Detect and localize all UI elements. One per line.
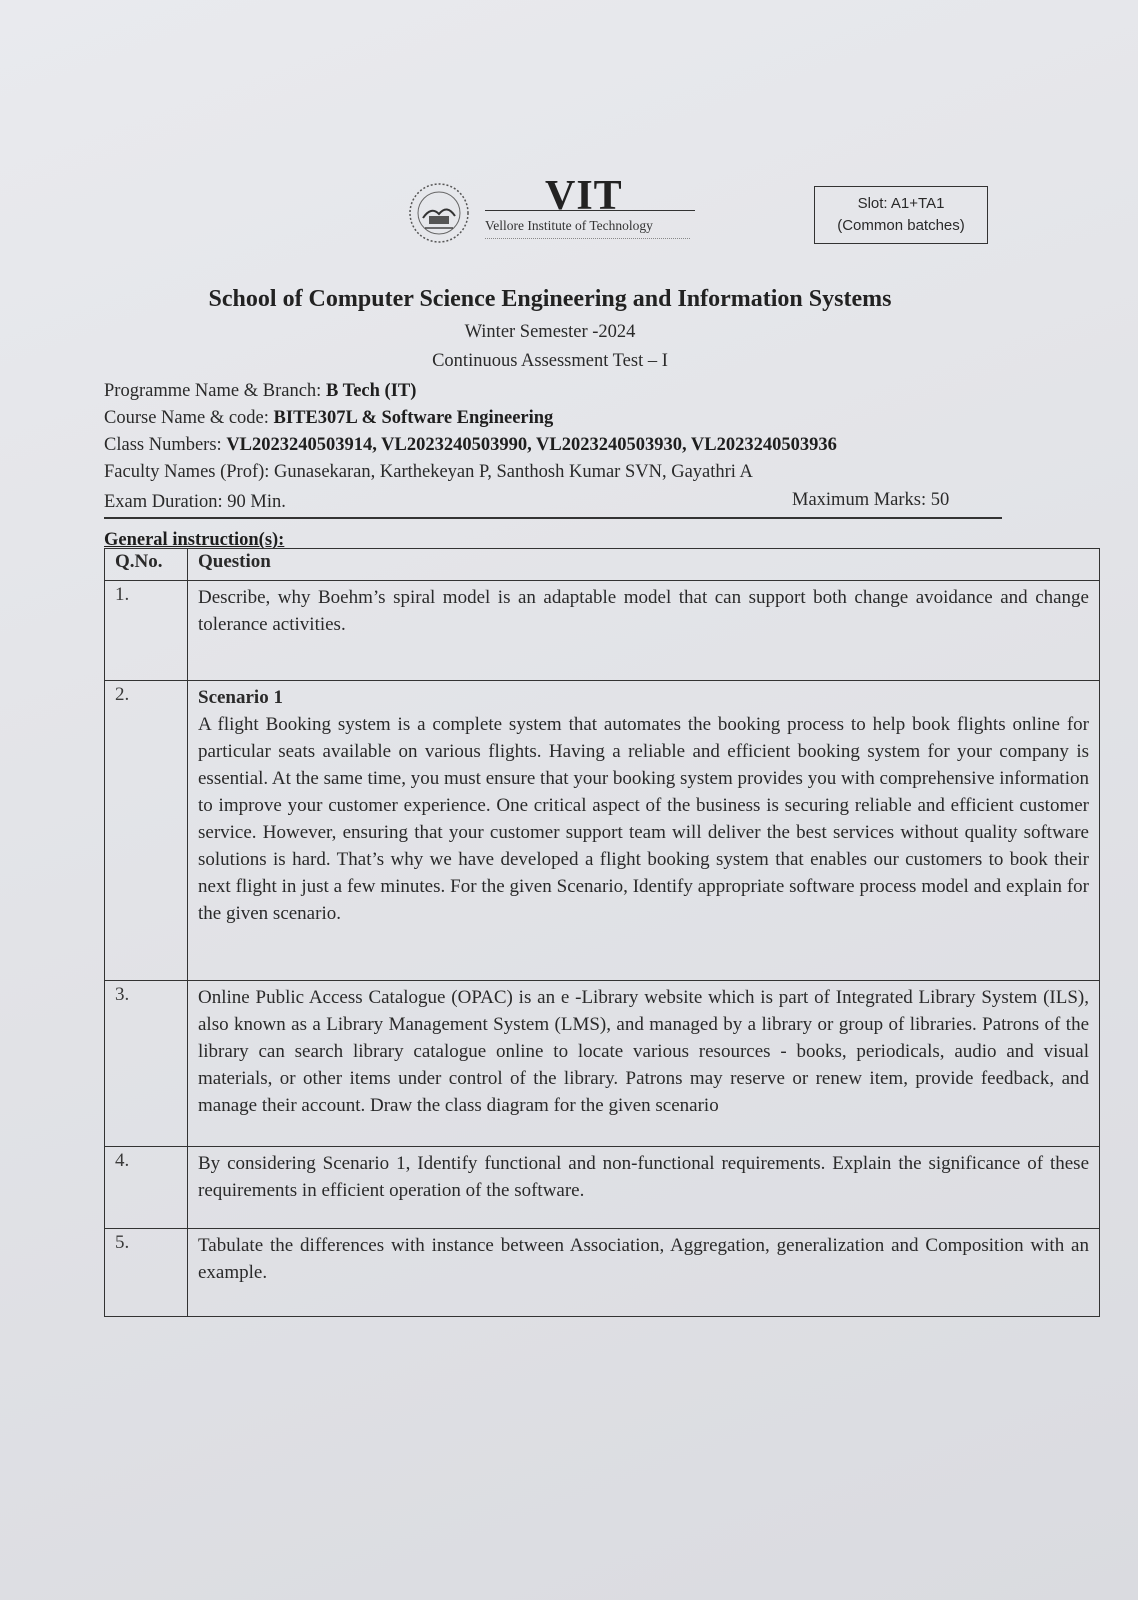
table-row: [105, 1147, 1100, 1229]
table-row: [105, 681, 1100, 981]
column-header-qno: Q.No.: [105, 549, 188, 581]
class-label: Class Numbers:: [104, 435, 227, 455]
question-number: 3.: [105, 981, 188, 1147]
logo-tagline-line: [485, 238, 690, 239]
class-numbers-line: [104, 435, 837, 456]
question-text: A flight Booking system is a complete system that automates the booking process to help book flights online for particular seats available on various flights. Having a reliable and efficient booking system for your company is essential. At the same time, you must ensure that your booking system provides you with comprehensive information to improve your customer experience. One critical aspect of the business is securing reliable and efficient customer service. However, ensuring that your customer support team will deliver the best services without quality software solutions is hard. That’s why we have developed a flight booking system that enables our customers to book their next flight in just a few minutes. For the given Scenario, Identify appropriate software process model and explain for the given scenario.: [198, 714, 1089, 924]
slot-line: Slot: A1+TA1: [857, 195, 945, 212]
question-text: Describe, why Boehm’s spiral model is an adaptable model that can support both change avoidance and change tolerance activities.: [188, 581, 1100, 681]
slot-box: [814, 186, 988, 244]
programme-line: [104, 381, 416, 402]
table-row: [105, 981, 1100, 1147]
slot-batches: (Common batches): [837, 217, 965, 234]
university-seal-icon: [405, 180, 473, 246]
programme-label: Programme Name & Branch:: [104, 381, 326, 401]
table-row: [105, 1229, 1100, 1317]
table-row: [105, 581, 1100, 681]
header-divider: [104, 517, 1002, 519]
question-cell: [188, 681, 1100, 981]
question-number: 1.: [105, 581, 188, 681]
programme-value: B Tech (IT): [325, 381, 417, 401]
questions-table: [104, 548, 1100, 1317]
question-text: Tabulate the differences with instance between Association, Aggregation, generalization and Composition with an example.: [188, 1229, 1100, 1317]
question-text: Online Public Access Catalogue (OPAC) is an e -Library website which is part of Integrated Library System (ILS), also known as a Library Management System (LMS), and managed by a library or group of libraries. Patrons of the library can search library catalogue online to locate various resources - books, periodicals, audio and visual materials, or other items under control of the library. Patrons may reserve or renew item, provide feedback, and manage their account. Draw the class diagram for the given scenario: [188, 981, 1100, 1147]
question-number: 4.: [105, 1147, 188, 1229]
semester: Winter Semester -2024: [464, 322, 636, 342]
faculty-line: Faculty Names (Prof): Gunasekaran, Karthekeyan P, Santhosh Kumar SVN, Gayathri A: [104, 462, 753, 482]
course-label: Course Name & code:: [104, 408, 274, 428]
general-instructions-heading: General instruction(s):: [104, 530, 285, 550]
vit-logo: [405, 173, 695, 248]
test-name: Continuous Assessment Test – I: [432, 351, 668, 371]
school-title: School of Computer Science Engineering and Information Systems: [208, 286, 892, 312]
exam-duration: Exam Duration: 90 Min.: [104, 492, 286, 512]
course-value: BITE307L & Software Engineering: [273, 408, 554, 428]
logo-rule: [485, 210, 695, 211]
table-header-row: [105, 549, 1100, 581]
logo-title: VIT: [545, 173, 623, 219]
question-number: 2.: [105, 681, 188, 981]
question-number: 5.: [105, 1229, 188, 1317]
scenario-title: Scenario 1: [198, 687, 283, 708]
maximum-marks: Maximum Marks: 50: [792, 490, 950, 510]
logo-subtitle: Vellore Institute of Technology: [485, 218, 653, 233]
course-line: [104, 408, 553, 429]
column-header-question: Question: [188, 549, 1100, 581]
class-value: VL2023240503914, VL2023240503990, VL2023240503930, VL2023240503936: [226, 435, 837, 455]
question-text: By considering Scenario 1, Identify functional and non-functional requirements. Explain the significance of these requirements in efficient operation of the software.: [188, 1147, 1100, 1229]
